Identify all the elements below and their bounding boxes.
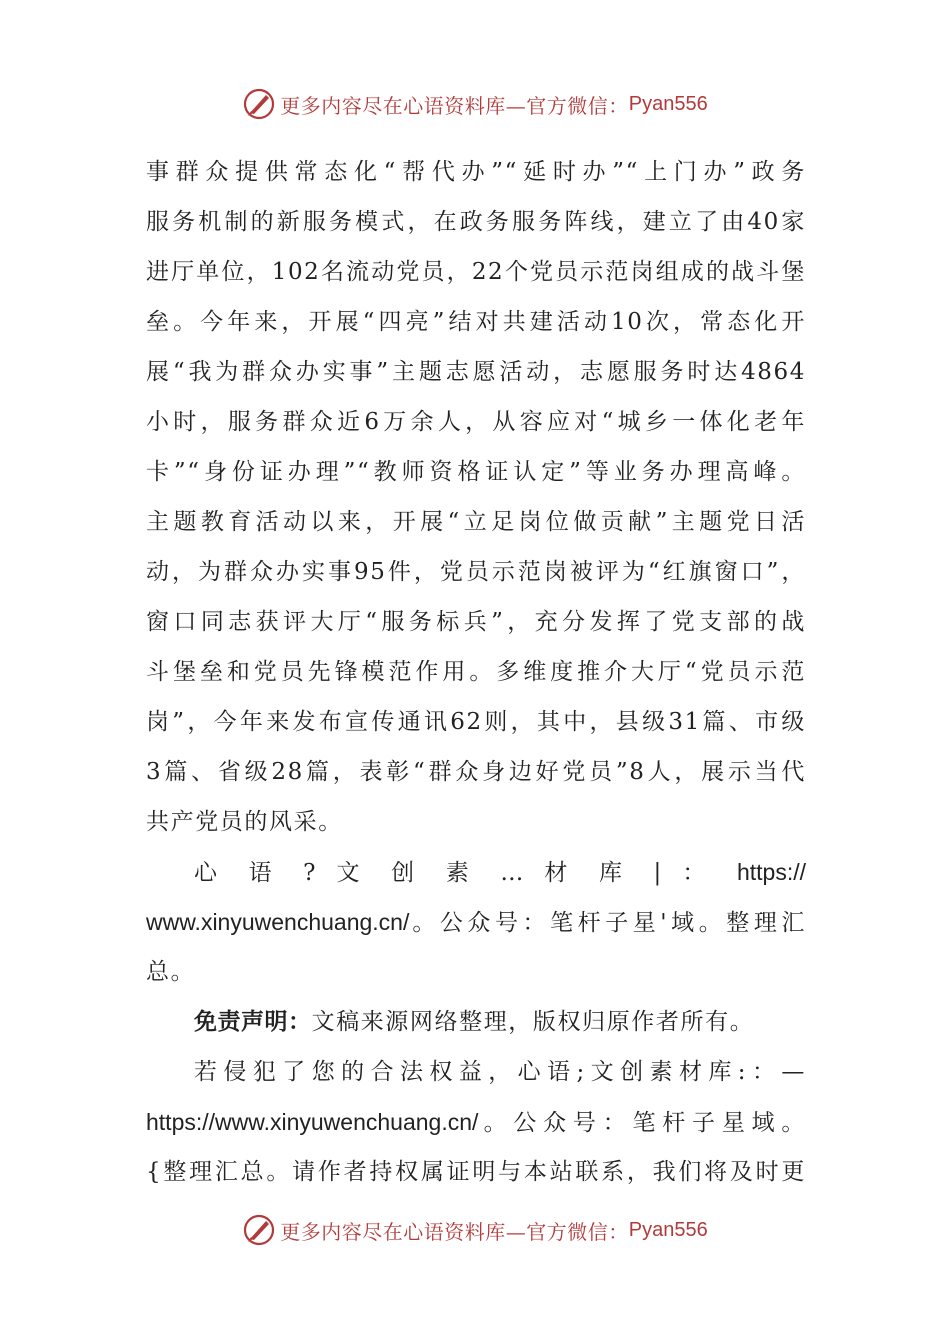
quill-pen-logo-icon: [242, 1213, 276, 1247]
disclaimer-text: 文稿来源网络整理，版权归原作者所有。: [311, 1009, 755, 1035]
source-url-part[interactable]: https://: [736, 859, 806, 885]
disclaimer-line: [146, 997, 806, 1047]
banner-text: 更多内容尽在心语资料库—官方微信：: [280, 93, 629, 118]
body-line: 服务机制的新服务模式，在政务服务阵线，建立了由40家: [146, 209, 806, 235]
notice-line-1: 若侵犯了您的合法权益，心语;文创素材库:：—: [194, 1059, 806, 1085]
body-line: 事群众提供常态化“帮代办”“延时办”“上门办”政务: [146, 159, 806, 185]
body-line: 卡”“身份证办理”“教师资格证认定”等业务办理高峰。: [146, 459, 806, 485]
quill-pen-logo-icon: [242, 87, 276, 121]
banner-text: 更多内容尽在心语资料库—官方微信：: [280, 1219, 629, 1244]
body-line: 小时，服务群众近6万余人，从容应对“城乡一体化老年: [146, 409, 806, 435]
body-line: 动，为群众办实事95件，党员示范岗被评为“红旗窗口”，: [146, 559, 806, 585]
source-line-3: 总。: [146, 959, 196, 985]
body-line: 展“我为群众办实事”主题志愿活动，志愿服务时达4864: [146, 359, 806, 385]
notice-url[interactable]: https://www.xinyuwenchuang.cn/: [146, 1109, 479, 1135]
header-banner: [0, 80, 950, 128]
notice-line-3: {整理汇总。请作者持权属证明与本站联系，我们将及时更: [146, 1159, 806, 1185]
body-line: 斗堡垒和党员先锋模范作用。多维度推介大厅“党员示范: [146, 659, 806, 685]
body-line: 主题教育活动以来，开展“立足岗位做贡献”主题党日活: [146, 509, 806, 535]
source-line-1: [146, 847, 806, 897]
source-line-2: [146, 897, 806, 947]
source-url[interactable]: www.xinyuwenchuang.cn/: [146, 909, 410, 935]
body-line: 垒。今年来，开展“四亮”结对共建活动10次，常态化开: [146, 309, 806, 335]
footer-banner: [0, 1206, 950, 1254]
body-line: 共产党员的风采。: [146, 809, 343, 835]
body-line: 岗”，今年来发布宣传通讯62则，其中，县级31篇、市级: [146, 709, 806, 735]
banner-wechat-id: Pyan556: [628, 92, 708, 115]
body-line: 窗口同志获评大厅“服务标兵”，充分发挥了党支部的战: [146, 609, 806, 635]
banner-wechat-id: Pyan556: [628, 1218, 708, 1241]
disclaimer-label: 免责声明：: [194, 1009, 312, 1035]
notice-line-2: [146, 1097, 806, 1147]
document-body: [146, 147, 806, 1197]
body-line: 3篇、省级28篇，表彰“群众身边好党员”8人，展示当代: [146, 759, 806, 785]
notice-account: 。公众号：笔杆子星域。: [478, 1110, 806, 1136]
body-line: 进厅单位，102名流动党员，22个党员示范岗组成的战斗堡: [146, 259, 806, 285]
source-account: 。公众号：笔杆子星'域。整理汇: [409, 910, 806, 936]
source-label: 心 语 ? 文 创 素 … 材 库 | ：: [194, 860, 718, 886]
